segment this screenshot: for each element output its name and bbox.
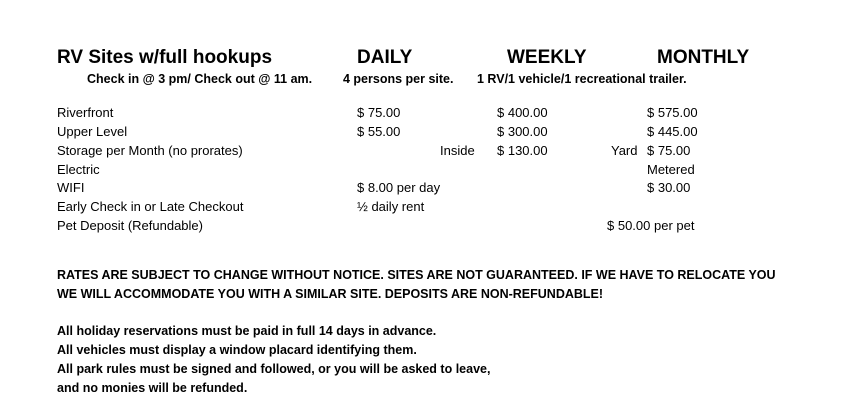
rate-monthly: Metered: [647, 162, 695, 177]
rate-daily: ½ daily rent: [357, 199, 425, 214]
rate-weekly-prefix: Inside: [440, 143, 475, 158]
rate-weekly: $ 300.00: [497, 124, 548, 139]
checkin-info: Check in @ 3 pm/ Check out @ 11 am.: [87, 72, 313, 86]
rate-daily: $ 55.00: [357, 124, 401, 139]
rate-daily: $ 75.00: [357, 105, 401, 120]
vehicles-info: 1 RV/1 vehicle/1 recreational trailer.: [477, 72, 687, 86]
rate-monthly: $ 50.00 per pet: [607, 218, 695, 233]
rule-line: All holiday reservations must be paid in full 14 days in advance.: [57, 324, 437, 338]
rate-label: Early Check in or Late Checkout: [57, 199, 244, 214]
rate-label: Electric: [57, 162, 100, 177]
page-title: RV Sites w/full hookups: [57, 47, 273, 68]
column-header-daily: DAILY: [357, 47, 413, 68]
rate-label: Storage per Month (no prorates): [57, 143, 243, 158]
rate-monthly: $ 445.00: [647, 124, 698, 139]
rate-monthly-prefix: Yard: [611, 143, 638, 158]
notice-line: RATES ARE SUBJECT TO CHANGE WITHOUT NOTICE. SITES ARE NOT GUARANTEED. IF WE HAVE TO RELOCATE YOU: [57, 268, 776, 282]
rate-monthly: $ 30.00: [647, 180, 691, 195]
rate-label: Upper Level: [57, 124, 128, 139]
rate-daily: $ 8.00 per day: [357, 180, 441, 195]
rate-weekly: $ 400.00: [497, 105, 548, 120]
rate-label: Riverfront: [57, 105, 114, 120]
rate-label: WIFI: [57, 180, 85, 195]
rule-line: All vehicles must display a window placard identifying them.: [57, 343, 417, 357]
notice-line: WE WILL ACCOMMODATE YOU WITH A SIMILAR SITE. DEPOSITS ARE NON-REFUNDABLE!: [57, 287, 604, 301]
rule-line: All park rules must be signed and followed, or you will be asked to leave,: [57, 362, 491, 376]
column-header-weekly: WEEKLY: [507, 47, 587, 68]
rate-monthly: $ 575.00: [647, 105, 698, 120]
rate-monthly: $ 75.00: [647, 143, 691, 158]
persons-info: 4 persons per site.: [343, 72, 454, 86]
rule-line: and no monies will be refunded.: [57, 381, 248, 395]
column-header-monthly: MONTHLY: [657, 47, 750, 68]
rate-label: Pet Deposit (Refundable): [57, 218, 203, 233]
rate-weekly: $ 130.00: [497, 143, 548, 158]
